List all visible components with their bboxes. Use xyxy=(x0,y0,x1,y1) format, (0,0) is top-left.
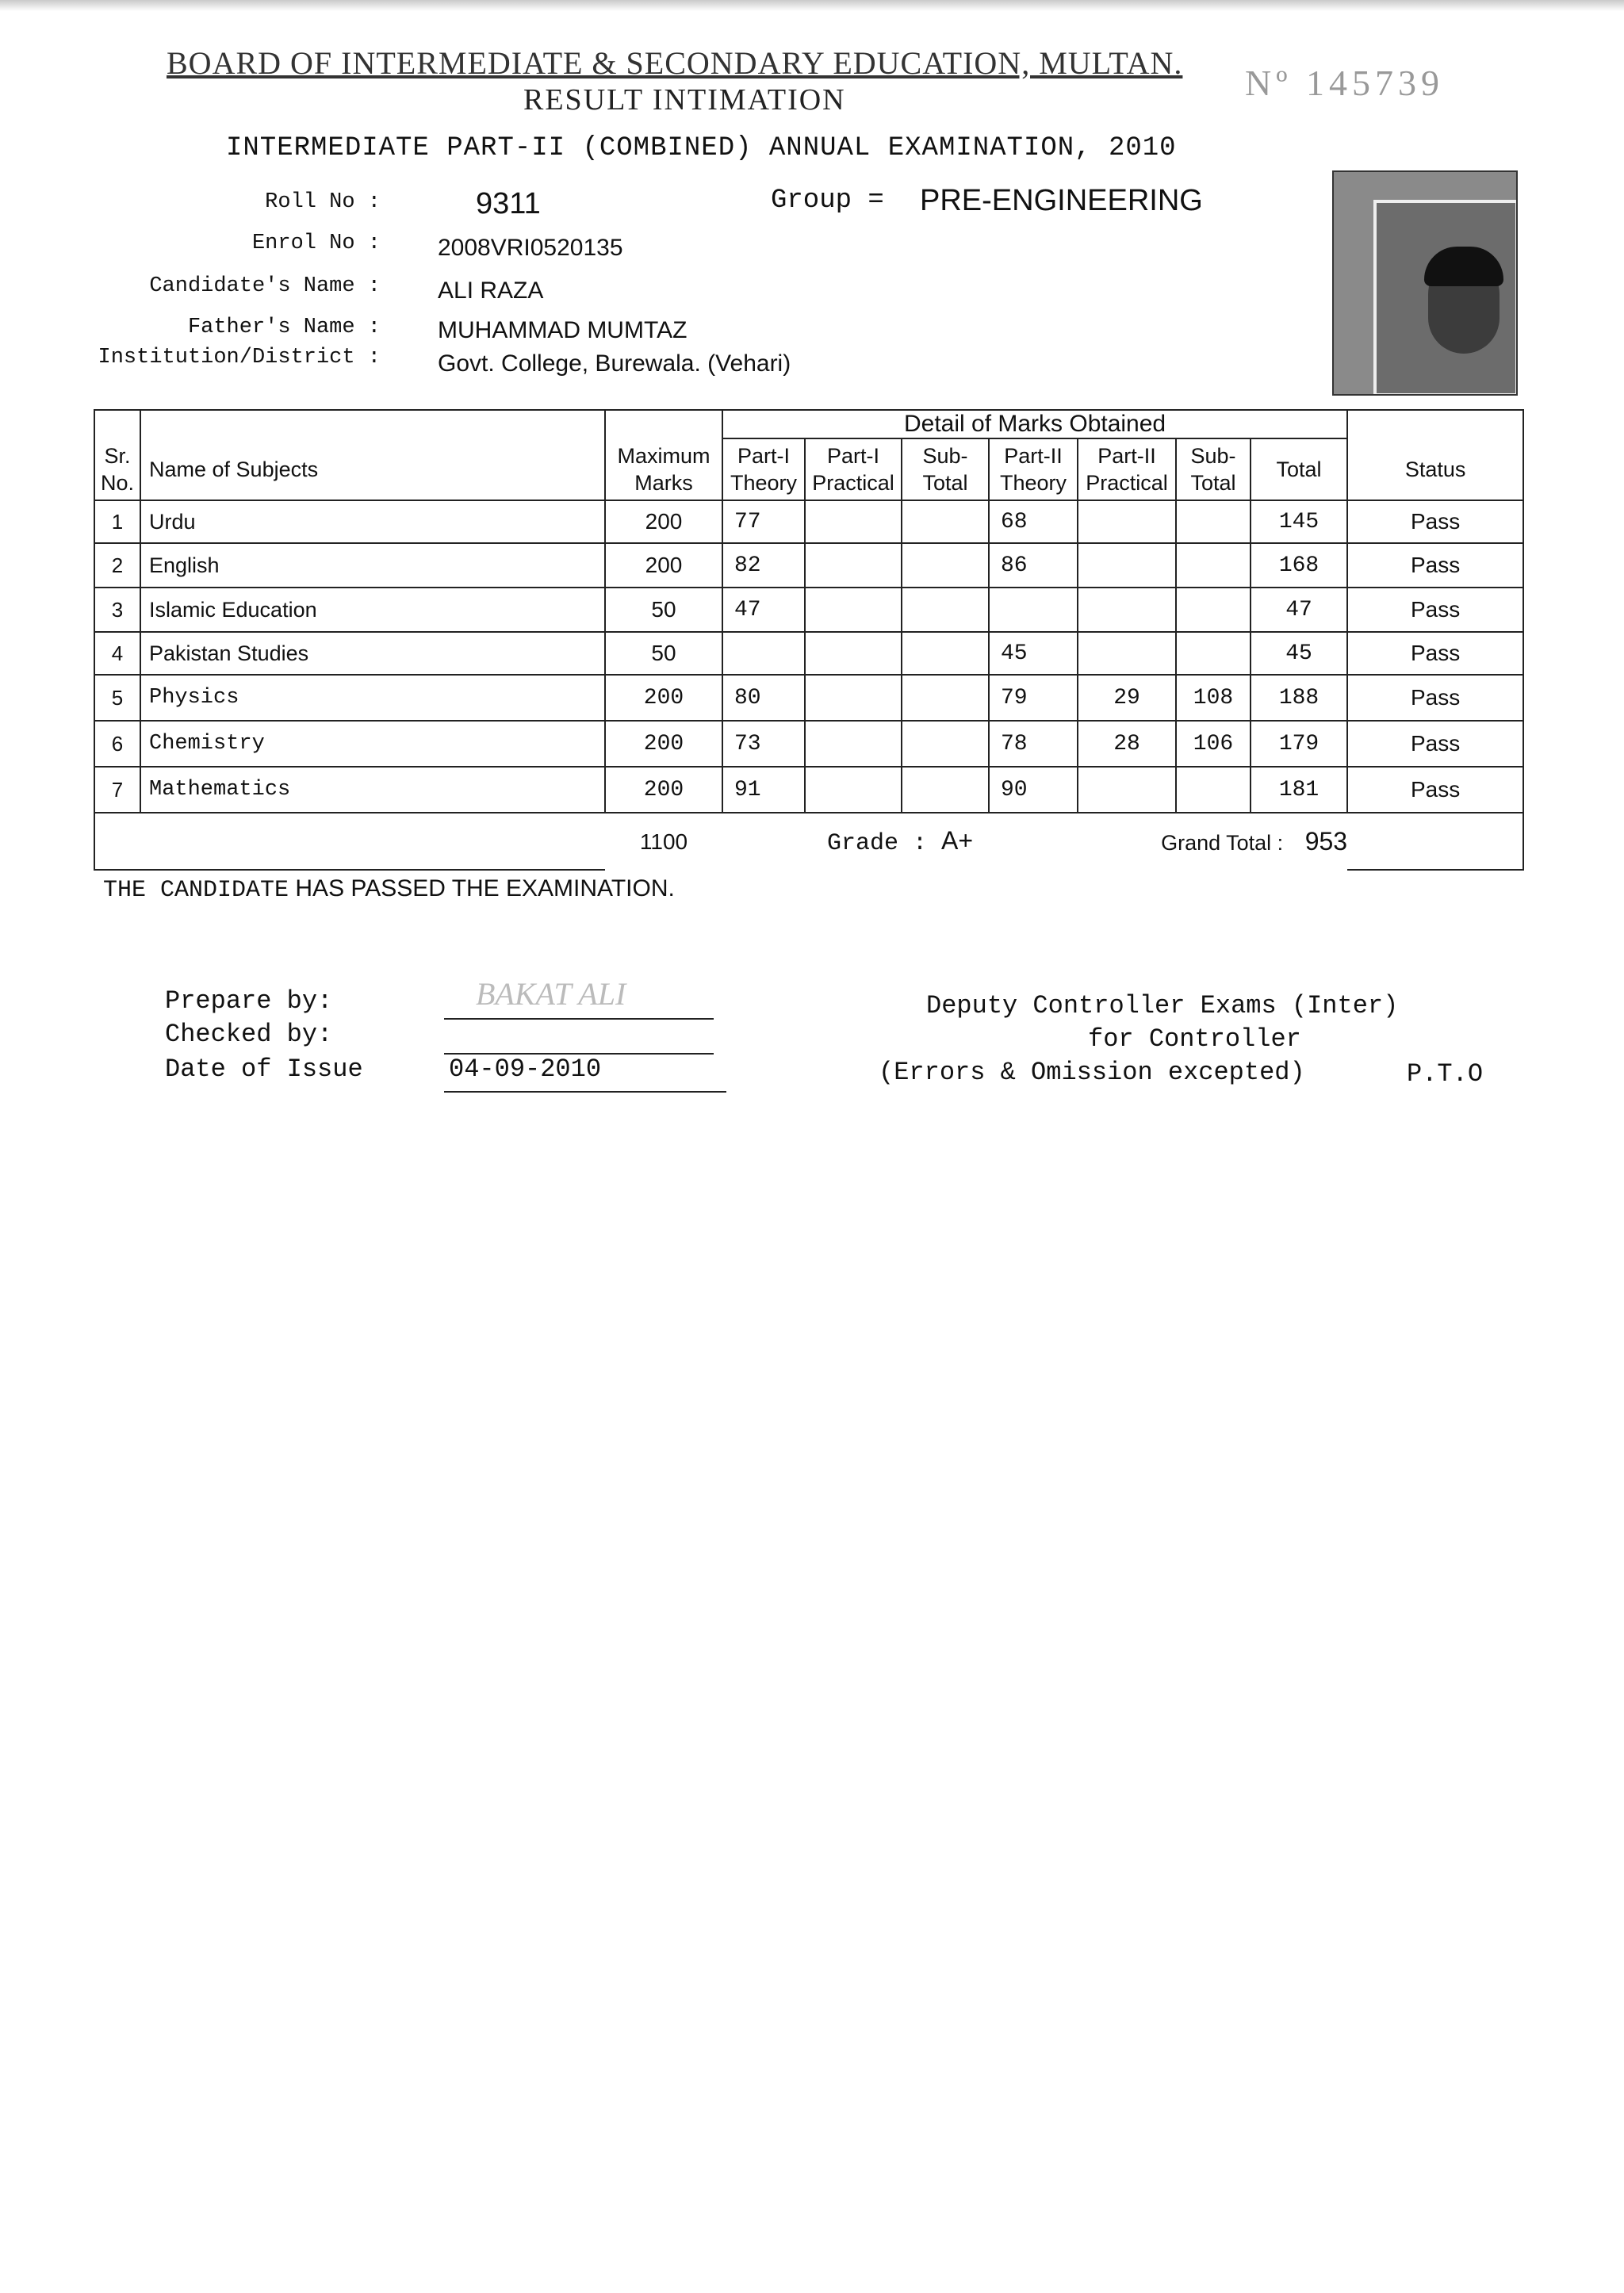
p1-theory-cell: 91 xyxy=(722,767,805,813)
subject-cell: Mathematics xyxy=(140,767,605,813)
pto: P.T.O xyxy=(1407,1059,1484,1089)
status-cell: Pass xyxy=(1347,767,1523,813)
subtotal1-cell xyxy=(902,675,989,721)
table-row xyxy=(94,500,1523,543)
grade-value: A+ xyxy=(941,826,974,855)
scan-edge xyxy=(0,0,1624,11)
p1-theory-cell: 80 xyxy=(722,675,805,721)
errors-omission: (Errors & Omission excepted) xyxy=(879,1058,1305,1087)
header-subtotal1: Sub- Total xyxy=(902,438,989,500)
grand-total-value: 953 xyxy=(1304,827,1348,856)
prepare-signature: BAKAT ALI xyxy=(476,976,626,1012)
sr-cell: 3 xyxy=(94,588,140,632)
checked-label: Checked by: xyxy=(165,1020,333,1049)
group-value: PRE-ENGINEERING xyxy=(920,184,1203,217)
institution-label: Institution/District : xyxy=(98,346,381,369)
subtotal1-cell xyxy=(902,767,989,813)
p1-practical-cell xyxy=(805,721,902,767)
total-cell: 168 xyxy=(1251,543,1347,588)
candidate-photo xyxy=(1332,170,1518,396)
max-marks-cell: 200 xyxy=(605,721,722,767)
grade-label: Grade : xyxy=(826,830,927,857)
document-title: RESULT INTIMATION xyxy=(523,83,846,117)
p2-theory-cell: 45 xyxy=(989,632,1078,675)
subtotal2-cell xyxy=(1176,588,1251,632)
p2-practical-cell xyxy=(1078,588,1176,632)
subtotal1-cell xyxy=(902,632,989,675)
status-cell: Pass xyxy=(1347,588,1523,632)
p1-theory-cell: 47 xyxy=(722,588,805,632)
total-cell: 181 xyxy=(1251,767,1347,813)
sr-cell: 6 xyxy=(94,721,140,767)
total-cell: 145 xyxy=(1251,500,1347,543)
grand-total-label: Grand Total : xyxy=(1161,831,1284,855)
date-label: Date of Issue xyxy=(165,1055,363,1084)
p2-theory-cell: 79 xyxy=(989,675,1078,721)
subtotal2-cell: 106 xyxy=(1176,721,1251,767)
sr-cell: 5 xyxy=(94,675,140,721)
subtotal2-cell xyxy=(1176,767,1251,813)
p1-theory-cell: 82 xyxy=(722,543,805,588)
marks-table xyxy=(94,409,1524,871)
for-controller: for Controller xyxy=(1088,1024,1301,1054)
p1-practical-cell xyxy=(805,767,902,813)
prepare-line xyxy=(444,1018,714,1020)
max-marks-cell: 200 xyxy=(605,675,722,721)
max-marks-cell: 200 xyxy=(605,543,722,588)
header-status: Status xyxy=(1347,438,1523,500)
p2-practical-cell xyxy=(1078,543,1176,588)
p2-theory-cell: 90 xyxy=(989,767,1078,813)
p2-theory-cell xyxy=(989,588,1078,632)
p2-practical-cell xyxy=(1078,500,1176,543)
p1-practical-cell xyxy=(805,543,902,588)
p1-practical-cell xyxy=(805,632,902,675)
subject-cell: Pakistan Studies xyxy=(140,632,605,675)
father-name: MUHAMMAD MUMTAZ xyxy=(438,317,688,343)
header-total: Total xyxy=(1251,438,1347,500)
sr-cell: 1 xyxy=(94,500,140,543)
subtotal1-cell xyxy=(902,500,989,543)
subject-cell: Urdu xyxy=(140,500,605,543)
table-row xyxy=(94,588,1523,632)
subtotal2-cell: 108 xyxy=(1176,675,1251,721)
header-p2-practical: Part-II Practical xyxy=(1078,438,1176,500)
status-cell: Pass xyxy=(1347,632,1523,675)
sr-cell: 2 xyxy=(94,543,140,588)
p2-practical-cell: 28 xyxy=(1078,721,1176,767)
roll-label: Roll No : xyxy=(265,190,381,214)
status-cell: Pass xyxy=(1347,721,1523,767)
prepare-label: Prepare by: xyxy=(165,986,333,1016)
p2-practical-cell xyxy=(1078,767,1176,813)
issue-date: 04-09-2010 xyxy=(449,1055,602,1084)
max-marks-cell: 200 xyxy=(605,767,722,813)
status-cell: Pass xyxy=(1347,675,1523,721)
enrol-label: Enrol No : xyxy=(251,232,381,255)
max-marks-cell: 200 xyxy=(605,500,722,543)
table-row xyxy=(94,675,1523,721)
header-subject: Name of Subjects xyxy=(140,438,605,500)
subtotal1-cell xyxy=(902,588,989,632)
p2-theory-cell: 78 xyxy=(989,721,1078,767)
p1-theory-cell: 77 xyxy=(722,500,805,543)
max-marks-total: 1100 xyxy=(605,813,722,870)
result-statement-part1: THE CANDIDATE xyxy=(103,877,289,904)
header-p2-theory: Part-II Theory xyxy=(989,438,1078,500)
status-cell: Pass xyxy=(1347,543,1523,588)
institution-name: Govt. College, Burewala. (Vehari) xyxy=(438,350,791,377)
total-cell: 47 xyxy=(1251,588,1347,632)
subject-cell: Chemistry xyxy=(140,721,605,767)
p1-theory-cell xyxy=(722,632,805,675)
subtotal1-cell xyxy=(902,721,989,767)
p2-theory-cell: 86 xyxy=(989,543,1078,588)
status-cell: Pass xyxy=(1347,500,1523,543)
deputy-controller: Deputy Controller Exams (Inter) xyxy=(926,991,1399,1020)
table-row xyxy=(94,543,1523,588)
father-name-label: Father's Name : xyxy=(187,316,381,339)
subject-cell: Physics xyxy=(140,675,605,721)
p1-practical-cell xyxy=(805,500,902,543)
result-statement-part2: HAS PASSED THE EXAMINATION. xyxy=(295,875,675,902)
roll-number: 9311 xyxy=(476,187,541,220)
candidate-name-label: Candidate's Name : xyxy=(149,274,381,298)
subtotal2-cell xyxy=(1176,500,1251,543)
p1-theory-cell: 73 xyxy=(722,721,805,767)
subtotal1-cell xyxy=(902,543,989,588)
p2-theory-cell: 68 xyxy=(989,500,1078,543)
subtotal2-cell xyxy=(1176,543,1251,588)
table-row xyxy=(94,767,1523,813)
header-p1-theory: Part-I Theory xyxy=(722,438,805,500)
max-marks-cell: 50 xyxy=(605,632,722,675)
p1-practical-cell xyxy=(805,675,902,721)
sr-cell: 7 xyxy=(94,767,140,813)
table-row xyxy=(94,632,1523,675)
enrol-number: 2008VRI0520135 xyxy=(438,235,623,261)
table-row xyxy=(94,721,1523,767)
date-line xyxy=(444,1091,726,1093)
header-sr: Sr. No. xyxy=(94,438,140,500)
total-cell: 45 xyxy=(1251,632,1347,675)
candidate-name: ALI RAZA xyxy=(438,278,544,304)
header-p1-practical: Part-I Practical xyxy=(805,438,902,500)
p2-practical-cell xyxy=(1078,632,1176,675)
p2-practical-cell: 29 xyxy=(1078,675,1176,721)
subject-cell: Islamic Education xyxy=(140,588,605,632)
total-cell: 179 xyxy=(1251,721,1347,767)
p1-practical-cell xyxy=(805,588,902,632)
serial-number: Nº 145739 xyxy=(1245,63,1444,103)
exam-title: INTERMEDIATE PART-II (COMBINED) ANNUAL EXAMINATION, 2010 xyxy=(226,133,1177,163)
subtotal2-cell xyxy=(1176,632,1251,675)
header-max: Maximum Marks xyxy=(605,438,722,500)
result-statement xyxy=(103,875,675,904)
group-label: Group = xyxy=(771,186,884,216)
subject-cell: English xyxy=(140,543,605,588)
detail-heading: Detail of Marks Obtained xyxy=(722,410,1347,438)
board-heading: BOARD OF INTERMEDIATE & SECONDARY EDUCATION, MULTAN. xyxy=(167,45,1183,81)
sr-cell: 4 xyxy=(94,632,140,675)
max-marks-cell: 50 xyxy=(605,588,722,632)
total-cell: 188 xyxy=(1251,675,1347,721)
header-subtotal2: Sub- Total xyxy=(1176,438,1251,500)
